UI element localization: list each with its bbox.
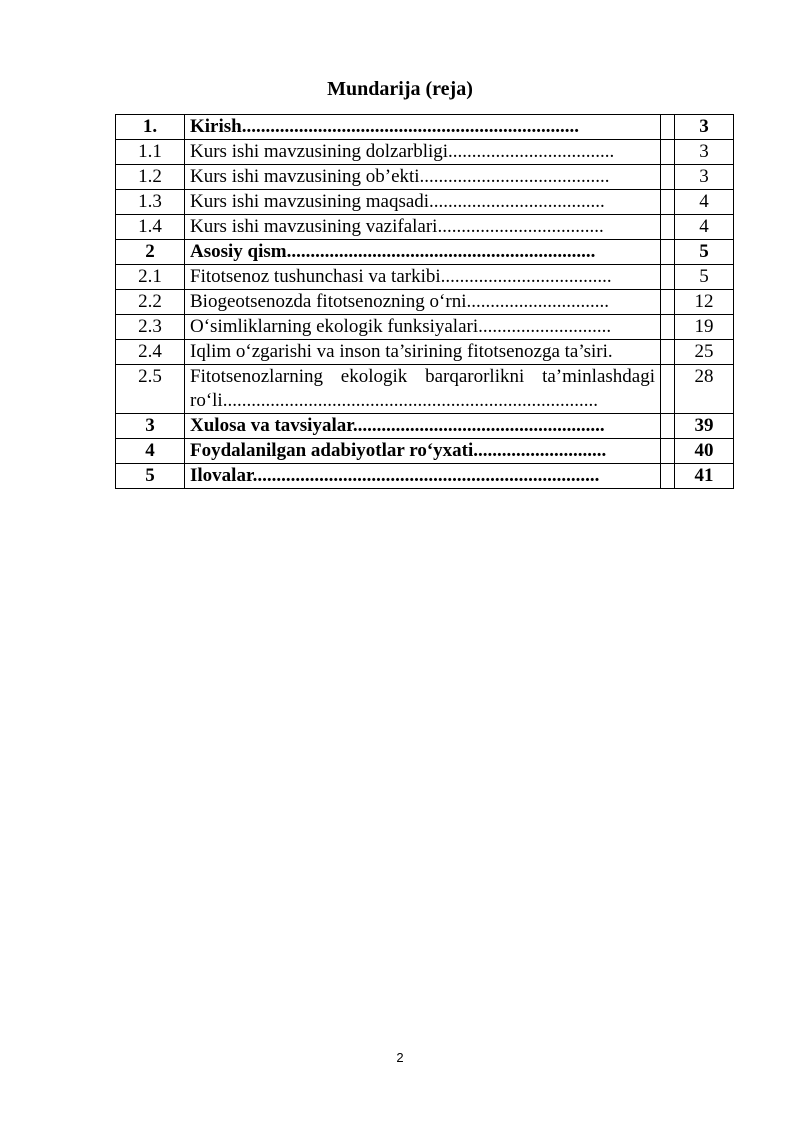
toc-section-title: Biogeotsenozda fitotsenozning o‘rni..............................	[185, 290, 661, 315]
toc-section-number: 3	[116, 414, 185, 439]
toc-page-number: 3	[675, 115, 734, 140]
toc-row	[116, 365, 734, 414]
toc-section-title: Ilovalar.........................................................................	[185, 464, 661, 489]
toc-page-number: 39	[675, 414, 734, 439]
toc-column-gap	[661, 140, 675, 165]
toc-section-number: 2.4	[116, 340, 185, 365]
toc-section-number: 2.1	[116, 265, 185, 290]
toc-page-number: 4	[675, 190, 734, 215]
toc-section-number: 5	[116, 464, 185, 489]
toc-section-title: Xulosa va tavsiyalar.....................................................	[185, 414, 661, 439]
toc-row	[116, 190, 734, 215]
toc-page-number: 40	[675, 439, 734, 464]
page-title: Mundarija (reja)	[327, 78, 473, 100]
toc-row	[116, 140, 734, 165]
toc-section-title: Kurs ishi mavzusining dolzarbligi...................................	[185, 140, 661, 165]
toc-row	[116, 414, 734, 439]
toc-page-number: 5	[675, 240, 734, 265]
toc-section-title: Kurs ishi mavzusining maqsadi.....................................	[185, 190, 661, 215]
toc-section-number: 1.1	[116, 140, 185, 165]
toc-section-title: O‘simliklarning ekologik funksiyalari............................	[185, 315, 661, 340]
toc-section-title: Fitotsenozlarning ekologik barqarorlikni ta’minlashdagi ro‘li...............................................................................	[185, 365, 661, 414]
toc-column-gap	[661, 290, 675, 315]
toc-row	[116, 265, 734, 290]
toc-row	[116, 290, 734, 315]
toc-section-number: 2.3	[116, 315, 185, 340]
toc-body	[116, 115, 734, 489]
toc-column-gap	[661, 190, 675, 215]
toc-column-gap	[661, 265, 675, 290]
toc-section-title: Kurs ishi mavzusining ob’ekti........................................	[185, 165, 661, 190]
toc-section-number: 1.3	[116, 190, 185, 215]
toc-page-number: 28	[675, 365, 734, 414]
toc-page-number: 3	[675, 140, 734, 165]
toc-page-number: 5	[675, 265, 734, 290]
toc-column-gap	[661, 414, 675, 439]
toc-page-number: 25	[675, 340, 734, 365]
toc-row	[116, 215, 734, 240]
toc-page-number: 19	[675, 315, 734, 340]
toc-column-gap	[661, 439, 675, 464]
toc-section-number: 2.2	[116, 290, 185, 315]
toc-column-gap	[661, 165, 675, 190]
toc-section-number: 1.	[116, 115, 185, 140]
toc-column-gap	[661, 215, 675, 240]
toc-section-number: 1.2	[116, 165, 185, 190]
toc-section-number: 1.4	[116, 215, 185, 240]
toc-column-gap	[661, 240, 675, 265]
toc-row	[116, 115, 734, 140]
toc-section-title: Fitotsenoz tushunchasi va tarkibi....................................	[185, 265, 661, 290]
toc-section-title: Asosiy qism.................................................................	[185, 240, 661, 265]
table-of-contents	[115, 114, 734, 489]
toc-row	[116, 340, 734, 365]
toc-row	[116, 240, 734, 265]
toc-section-title: Kurs ishi mavzusining vazifalari...................................	[185, 215, 661, 240]
toc-section-number: 2.5	[116, 365, 185, 414]
toc-section-title: Iqlim o‘zgarishi va inson ta’sirining fitotsenozga ta’siri.	[185, 340, 661, 365]
toc-column-gap	[661, 340, 675, 365]
toc-row	[116, 439, 734, 464]
toc-section-number: 4	[116, 439, 185, 464]
toc-page-number: 41	[675, 464, 734, 489]
toc-section-title: Foydalanilgan adabiyotlar ro‘yxati............................	[185, 439, 661, 464]
page-number: 2	[396, 1050, 404, 1065]
toc-row	[116, 165, 734, 190]
toc-section-number: 2	[116, 240, 185, 265]
toc-column-gap	[661, 365, 675, 414]
toc-page-number: 4	[675, 215, 734, 240]
toc-column-gap	[661, 115, 675, 140]
toc-row	[116, 464, 734, 489]
toc-page-number: 3	[675, 165, 734, 190]
toc-row	[116, 315, 734, 340]
toc-section-title: Kirish.......................................................................	[185, 115, 661, 140]
toc-column-gap	[661, 464, 675, 489]
toc-column-gap	[661, 315, 675, 340]
toc-page-number: 12	[675, 290, 734, 315]
